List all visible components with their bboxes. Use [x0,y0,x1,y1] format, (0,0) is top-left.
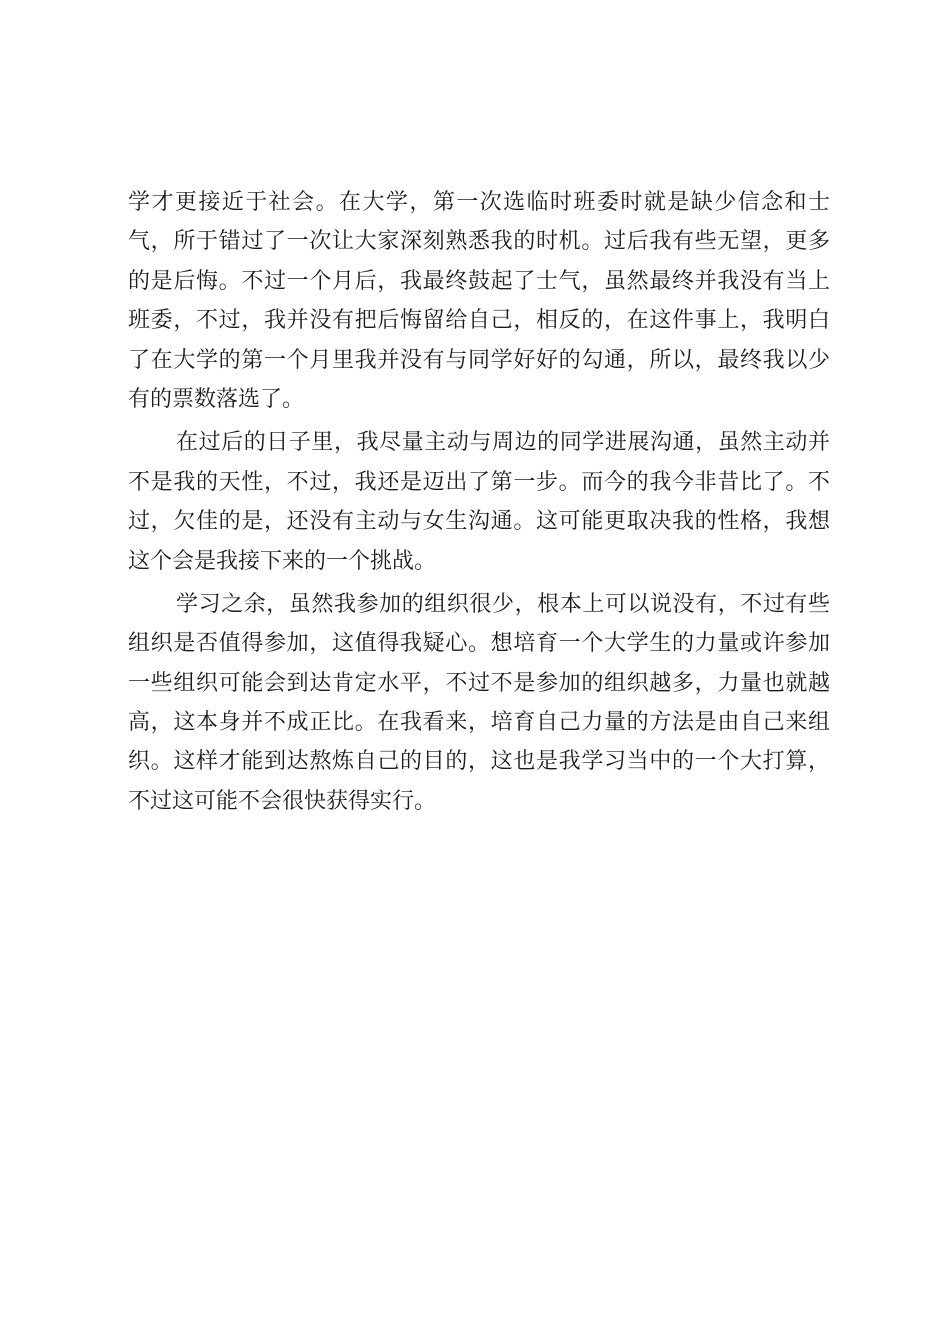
paragraph [128,585,830,821]
text-line: 班委，不过，我并没有把后悔留给自己，相反的，在这件事上，我明白 [128,308,830,334]
paragraph [128,423,830,581]
text-line: 学习之余，虽然我参加的组织很少，根本上可以说没有，不过有些 [176,591,830,617]
text-line: 不是我的天性，不过，我还是迈出了第一步。而今的我今非昔比了。不 [128,469,830,495]
text-line: 的是后悔。不过一个月后，我最终鼓起了士气，虽然最终并我没有当上 [128,268,830,294]
text-line: 组织是否值得参加，这值得我疑心。想培育一个大学生的力量或许参加 [128,631,830,657]
text-line: 学才更接近于社会。在大学，第一次选临时班委时就是缺少信念和士 [128,190,830,215]
text-line: 织。这样才能到达熬炼自己的目的，这也是我学习当中的一个大打算， [128,749,830,775]
text-line: 气，所于错过了一次让大家深刻熟悉我的时机。过后我有些无望，更多 [128,229,830,255]
text-line: 在过后的日子里，我尽量主动与周边的同学进展沟通，虽然主动并 [176,430,830,456]
text-line: 高，这本身并不成正比。在我看来，培育自己力量的方法是由自己来组 [128,710,830,736]
text-line: 不过这可能不会很快获得实行。 [128,788,437,814]
text-line: 了在大学的第一个月里我并没有与同学好好的勾通，所以，最终我以少 [128,347,830,373]
text-line: 有的票数落选了。 [128,386,305,412]
text-line: 过，欠佳的是，还没有主动与女生沟通。这可能更取决我的性格，我想 [128,509,830,535]
text-line: 这个会是我接下来的一个挑战。 [128,548,437,574]
paragraph [128,183,830,419]
document-body [128,183,830,821]
text-line: 一些组织可能会到达肯定水平，不过不是参加的组织越多，力量也就越 [128,670,830,696]
